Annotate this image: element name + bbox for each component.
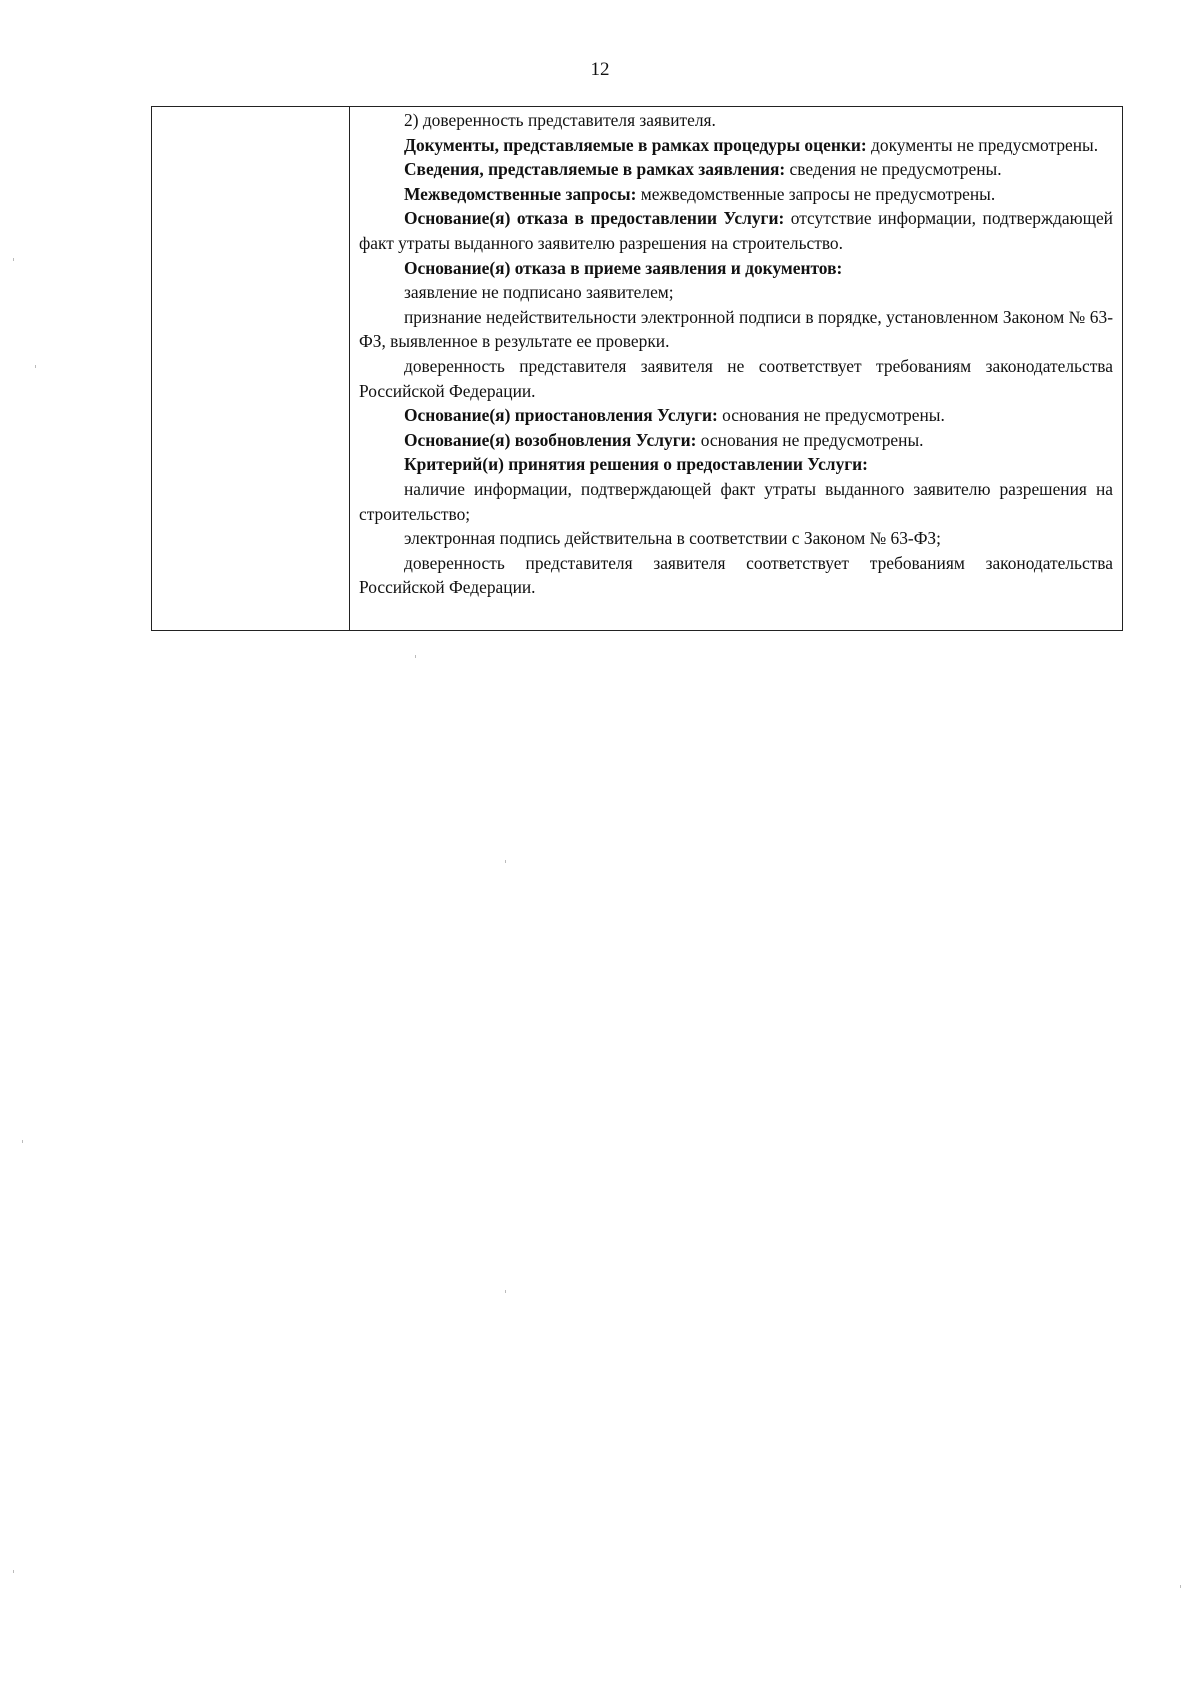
page-number: 12 (590, 59, 610, 80)
paragraph-acceptance-refusal-heading (359, 256, 1113, 281)
paragraph-heading: Критерий(и) принятия решения о предоставлении Услуги: (404, 454, 868, 475)
paragraph-attorney-compliant (359, 551, 1113, 600)
paragraph-text: 2) доверенность представителя заявителя. (404, 110, 716, 130)
scan-artifact (505, 1290, 506, 1293)
paragraph-text: сведения не предусмотрены. (785, 159, 1002, 180)
paragraph-heading: Основание(я) отказа в приеме заявления и документов: (404, 257, 843, 278)
paragraph-resumption-grounds (359, 428, 1113, 453)
paragraph-refusal-grounds (359, 206, 1113, 255)
paragraph-suspension-grounds (359, 403, 1113, 428)
scan-artifact (415, 655, 416, 658)
table-left-cell (152, 107, 350, 630)
paragraph-power-of-attorney (359, 108, 1113, 133)
document-table (151, 106, 1123, 631)
paragraph-text: основания не предусмотрены. (696, 429, 924, 450)
scan-artifact (1180, 1585, 1181, 1588)
paragraph-text: наличие информации, подтверждающей факт утраты выданного заявителю разрешения на строительство; (359, 478, 1113, 524)
paragraph-interagency-requests (359, 182, 1113, 207)
scan-artifact (22, 1140, 23, 1143)
scan-artifact (13, 258, 14, 261)
paragraph-invalid-signature (359, 305, 1113, 354)
paragraph-heading: Сведения, представляемые в рамках заявления: (404, 159, 786, 180)
paragraph-text: доверенность представителя заявителя не соответствует требованиям законодательства Российской Федерации. (359, 355, 1113, 401)
paragraph-text: признание недействительности электронной подписи в порядке, установленном Законом № 63-ФЗ, выявленное в результате ее проверки. (359, 306, 1113, 352)
scan-artifact (13, 1570, 14, 1573)
paragraph-text: доверенность представителя заявителя соответствует требованиям законодательства Российской Федерации. (359, 552, 1113, 598)
paragraph-heading: Основание(я) приостановления Услуги: (404, 405, 718, 426)
paragraph-text: отсутствие информации, подтверждающей факт утраты выданного заявителю разрешения на строительство. (359, 208, 1113, 253)
table-right-cell (350, 107, 1122, 630)
paragraph-heading: Основание(я) отказа в предоставлении Услуги: (404, 208, 785, 229)
paragraph-criteria-heading (359, 452, 1113, 477)
paragraph-text: электронная подпись действительна в соответствии с Законом № 63-ФЗ; (404, 528, 941, 549)
paragraph-text: межведомственные запросы не предусмотрены. (636, 183, 996, 204)
paragraph-heading: Документы, представляемые в рамках процедуры оценки: (404, 134, 867, 155)
paragraph-heading: Основание(я) возобновления Услуги: (404, 429, 697, 450)
scan-artifact (35, 365, 36, 368)
paragraph-application-info (359, 157, 1113, 182)
paragraph-evaluation-documents (359, 133, 1113, 158)
paragraph-text: заявление не подписано заявителем; (404, 282, 674, 303)
paragraph-heading: Межведомственные запросы: (404, 183, 637, 204)
paragraph-signature-valid (359, 526, 1113, 551)
paragraph-not-signed (359, 280, 1113, 305)
scan-artifact (505, 860, 506, 863)
paragraph-text: документы не предусмотрены. (866, 134, 1099, 155)
paragraph-text: основания не предусмотрены. (717, 405, 945, 426)
paragraph-attorney-noncompliant (359, 354, 1113, 403)
paragraph-loss-information (359, 477, 1113, 526)
